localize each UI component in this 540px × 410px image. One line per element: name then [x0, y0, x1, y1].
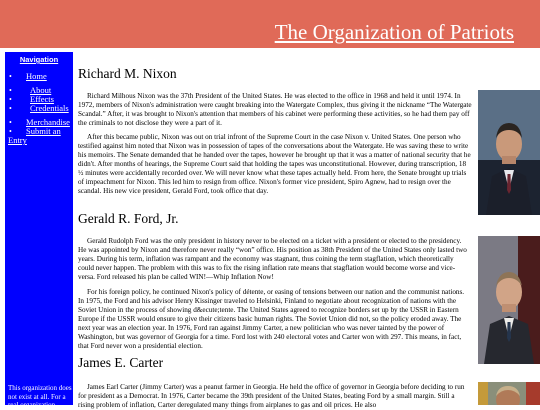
nav-link-effects[interactable]: Effects	[30, 94, 54, 104]
article-heading-nixon: Richard M. Nixon	[78, 66, 177, 81]
article-paragraph: After this became public, Nixon was out on trial infront of the Supreme Court in the case Nixon v. United States. One person who testified against him noted that Nixon was in possession of tapes of the conversations about the Watergate. He was saving these to write his memoirs. The Senate demanded that he handed over the tapes, however he brought up that it was a matter of national security that he didn't. After months of hearings, the Supreme Court said that holding the tapes was unconstitutional. However, during transcription, 18 ½ minutes were accidentally recorded over. We will never know what these tapes actually held. From here, the Senate brought up trials of impeachment for Nixon. This led him to resign from office. Nixon's former vice president, Spiro Agnew, had to resign over the scandal. His new vice president, Gerald Ford, took office that day.	[78, 133, 471, 195]
nav-link-credentials[interactable]: Credentials	[30, 103, 69, 113]
article-paragraph: Gerald Rudolph Ford was the only president in history never to be elected on a ticket with a president or elected to the presidency. He was appointed by Nixon and therefore never really “won” office. His position as 38th President of the United States only lasted two years. During his term, inflation was rampant and the economy was stagnant, thus coining the term stagflation, which theoretically could never happen. The problem with this was to fix the rising inflation rate means that stagflation would become worse and vice-versa. Ford released his plan be called WIN!—Whip Inflation Now!	[78, 237, 467, 281]
article-paragraph: For his foreign policy, he continued Nixon's policy of détente, or easing of tensions between our nation and the communist nations. In 1975, the Ford and his advisor Henry Kissinger traveled to Helsinki, Finland to negotiate about recognization of nations with the Soviet Union in the process of showing d&ecute;tente. The United States agreed to recognize borders set up by the USSR in Eastern Europe if the USSR would ensure to give their citizens basic human rights. The Soviet Union did not, so the policy eroded away. The next year was an election year. In 1976, Ford ran against Jimmy Carter, a new politician who was never tainted by the power of Washington, but was governor of Georgia for a time. Ford lost with 240 electoral votes and Carter won with 297. This means, in fact, that Ford never won a presidential election.	[78, 288, 465, 350]
nav-list	[5, 72, 73, 145]
article-heading-ford: Gerald R. Ford, Jr.	[78, 211, 179, 226]
article-paragraph: James Earl Carter (Jimmy Carter) was a peanut farmer in Georgia. He held the office of governor in Georgia before deciding to run for president as a Democrat. In 1976, Carter became the 39th president of the United States, beating Ford by a small margin. Still a rising problem of inflation, Carter deregulated many things from airplanes to gas and oil prices. He also	[78, 383, 465, 409]
nav-link-about[interactable]: About	[30, 85, 52, 95]
navigation-sidebar	[5, 52, 73, 405]
carter-portrait	[478, 382, 540, 405]
bullet-icon: •	[9, 104, 12, 113]
nav-link-home[interactable]: Home	[26, 71, 47, 81]
bullet-icon: •	[9, 118, 12, 127]
article-paragraph: Richard Milhous Nixon was the 37th President of the United States. He was elected to the office in 1968 and held it until 1974. In 1972, members of Nixon's administration were caught breaking into the Watergate Complex, thus giving it the nickname “The Watergate Scandal.” After, it was brought to Nixon's attention that members of his cabinet were performing these activities, so he had them pay off the criminals to not disclose they were a part of it.	[78, 92, 472, 127]
nixon-portrait	[478, 90, 540, 215]
nav-item-submit-entry[interactable]	[5, 127, 73, 145]
bullet-icon: •	[9, 127, 12, 136]
nav-link-merchandise[interactable]: Merchandise	[26, 117, 70, 127]
ford-portrait	[478, 236, 540, 364]
site-banner	[0, 0, 540, 48]
bullet-icon: •	[9, 86, 12, 95]
bullet-icon: •	[9, 72, 12, 81]
nav-link-submit-entry[interactable]: Submit an Entry	[8, 126, 61, 145]
article-heading-carter: James E. Carter	[78, 355, 164, 370]
disclaimer-note: This organization does not exist at all. For a real organization,	[8, 384, 72, 409]
navigation-heading: Navigation	[19, 55, 59, 64]
site-title[interactable]: The Organization of Patriots	[274, 20, 514, 44]
nav-item-home[interactable]	[5, 72, 73, 81]
nav-item-credentials[interactable]	[5, 104, 73, 113]
bullet-icon: •	[9, 95, 12, 104]
